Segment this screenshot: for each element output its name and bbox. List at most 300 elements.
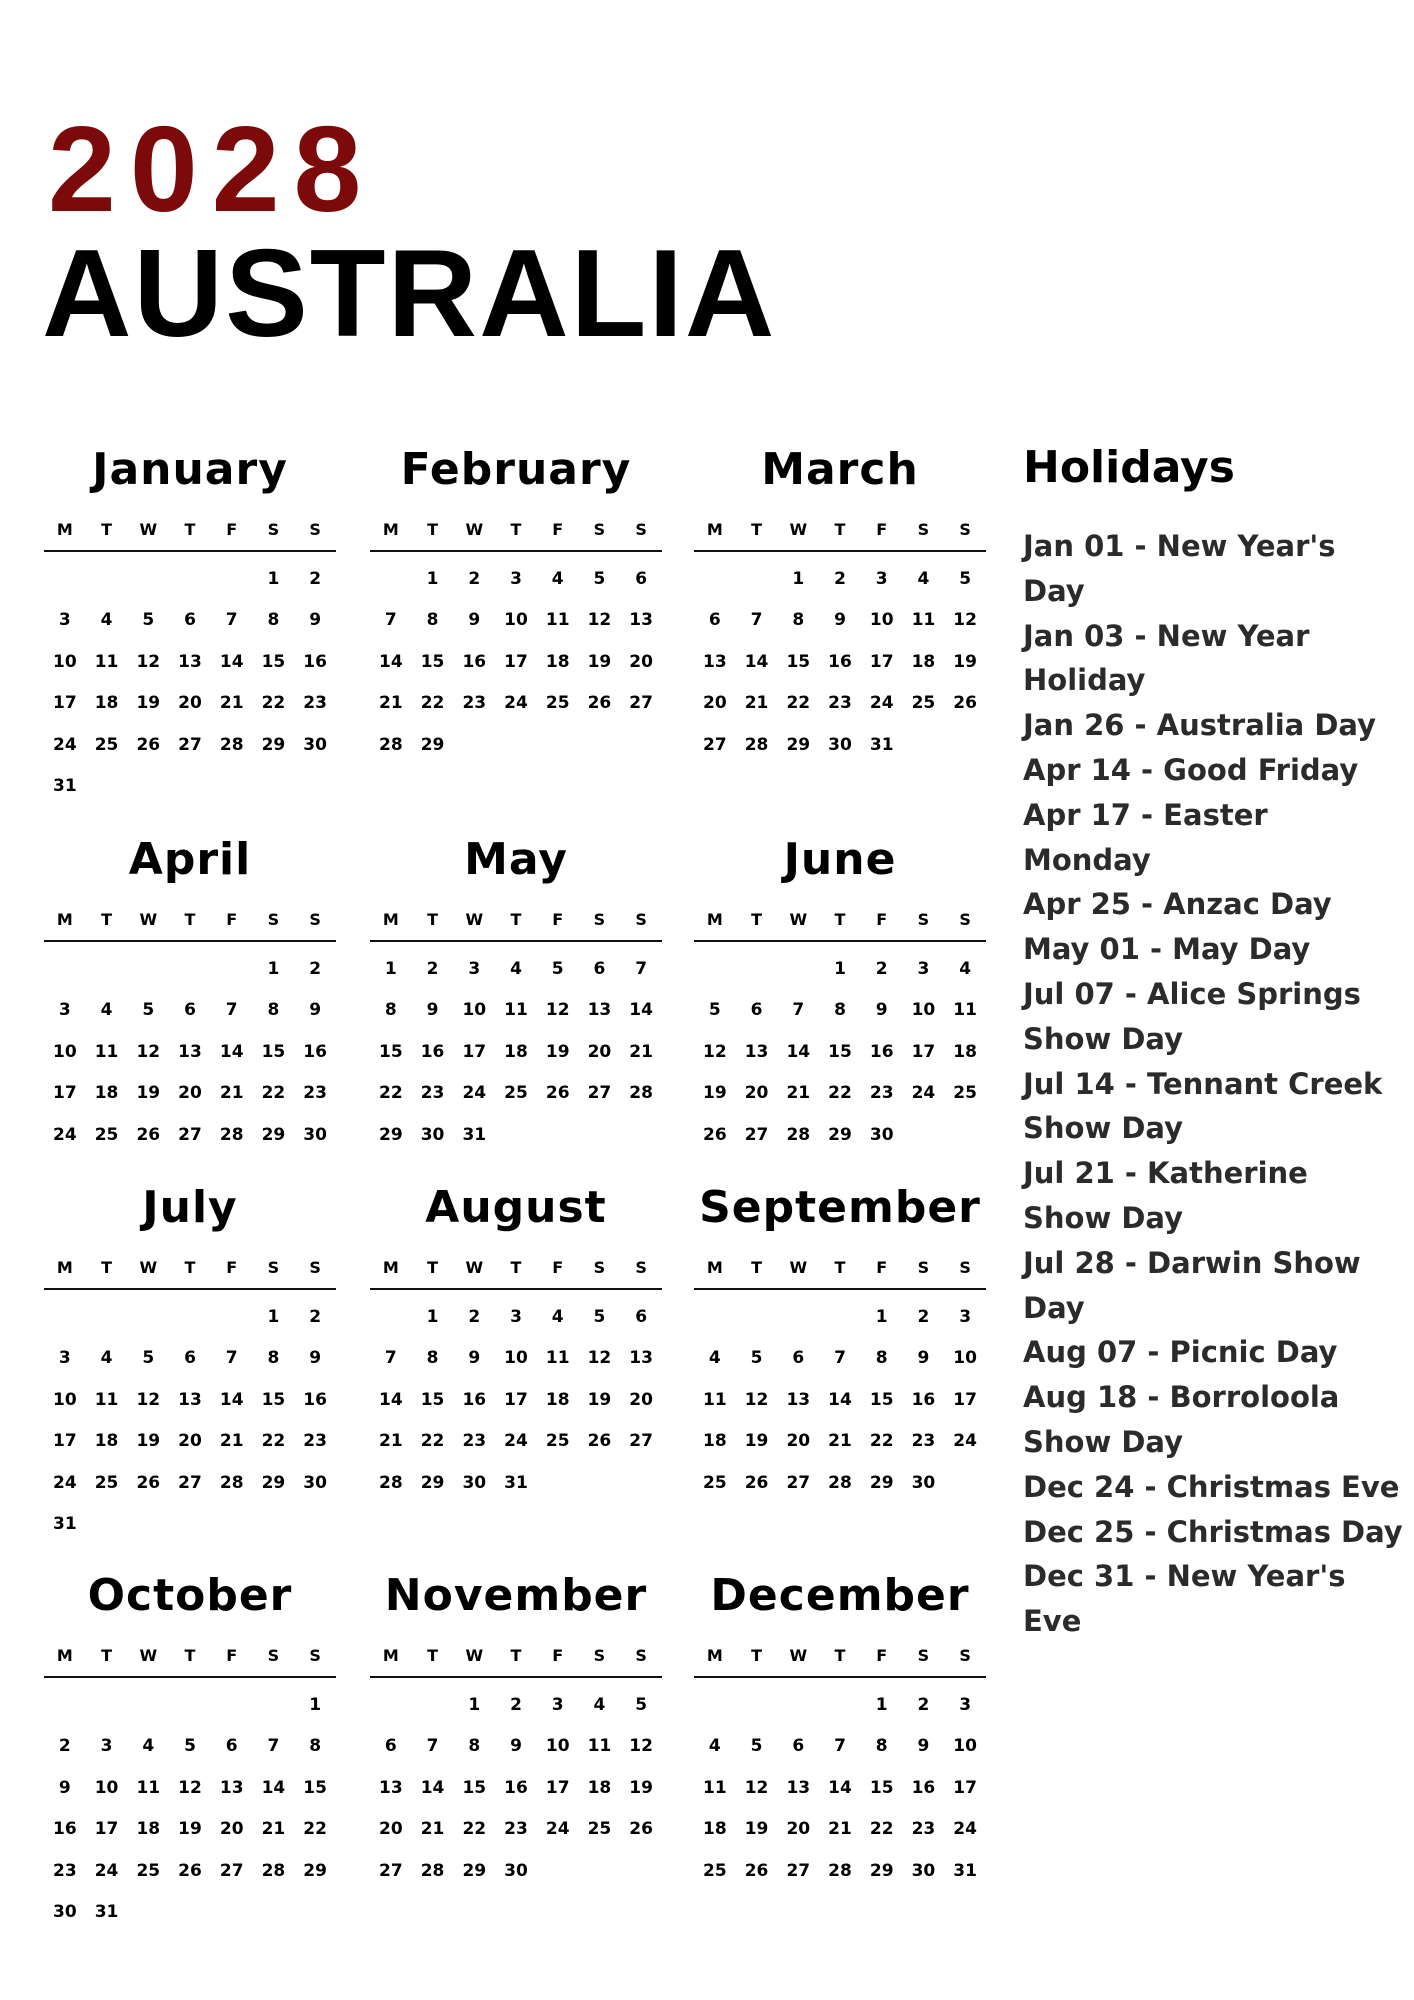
day-cell: 12 bbox=[136, 1041, 161, 1062]
weekday-label: S bbox=[917, 1258, 930, 1277]
empty-cell bbox=[736, 1684, 778, 1726]
day-cell: 3 bbox=[510, 568, 522, 589]
day-cell: 4 bbox=[510, 958, 522, 979]
day-cell: 5 bbox=[635, 1694, 648, 1715]
day-cell: 10 bbox=[53, 651, 77, 672]
day-cell: 10 bbox=[53, 1389, 77, 1410]
weekday-header bbox=[694, 1646, 986, 1678]
day-cell: 1 bbox=[875, 1694, 888, 1715]
day-cell: 20 bbox=[786, 1431, 811, 1452]
day-cell: 3 bbox=[100, 1736, 113, 1757]
weekday-label: T bbox=[751, 910, 763, 929]
day-cell: 26 bbox=[136, 1124, 161, 1145]
day-cell: 6 bbox=[384, 1736, 397, 1757]
day-cell: 12 bbox=[587, 610, 612, 631]
day-cell: 31 bbox=[53, 776, 77, 797]
holiday-list bbox=[1023, 524, 1403, 1644]
weekday-label: W bbox=[139, 1258, 158, 1277]
day-cell: 19 bbox=[744, 1431, 769, 1452]
day-cell: 1 bbox=[426, 1306, 439, 1327]
day-cell: 1 bbox=[875, 1306, 888, 1327]
day-cell: 11 bbox=[545, 1348, 570, 1369]
day-cell: 27 bbox=[629, 693, 653, 714]
day-cell: 10 bbox=[911, 1000, 936, 1021]
day-cell: 19 bbox=[136, 1431, 161, 1452]
day-cell: 26 bbox=[136, 734, 161, 755]
month-november bbox=[370, 1570, 662, 1892]
day-cell: 6 bbox=[708, 610, 721, 631]
day-cell: 28 bbox=[379, 1472, 403, 1493]
weekday-header bbox=[370, 520, 662, 552]
day-cell: 3 bbox=[468, 958, 481, 979]
day-cell: 9 bbox=[468, 1348, 481, 1369]
weekday-label: T bbox=[101, 1646, 113, 1665]
day-cell: 21 bbox=[261, 1819, 286, 1840]
weekday-label: W bbox=[465, 1646, 484, 1665]
weekday-label: T bbox=[834, 1258, 846, 1277]
day-cell: 15 bbox=[869, 1777, 894, 1798]
day-cell: 19 bbox=[545, 1041, 570, 1062]
day-cell: 12 bbox=[587, 1348, 612, 1369]
empty-cell bbox=[44, 558, 86, 600]
day-cell: 20 bbox=[219, 1819, 244, 1840]
day-cell: 8 bbox=[426, 1348, 439, 1369]
day-cell: 4 bbox=[100, 1348, 113, 1369]
day-cell: 19 bbox=[178, 1819, 202, 1840]
day-cell: 15 bbox=[420, 1389, 445, 1410]
day-cell: 5 bbox=[142, 1000, 155, 1021]
weekday-label: T bbox=[184, 1258, 196, 1277]
day-cell: 19 bbox=[629, 1777, 653, 1798]
day-cell: 22 bbox=[420, 693, 445, 714]
empty-cell bbox=[44, 948, 86, 990]
day-cell: 6 bbox=[635, 1306, 648, 1327]
day-grid bbox=[370, 558, 662, 766]
weekday-label: T bbox=[427, 1258, 439, 1277]
day-cell: 18 bbox=[545, 1389, 570, 1410]
day-cell: 28 bbox=[379, 734, 403, 755]
day-cell: 27 bbox=[587, 1083, 612, 1104]
day-cell: 18 bbox=[94, 693, 119, 714]
day-cell: 8 bbox=[468, 1736, 481, 1757]
day-cell: 26 bbox=[545, 1083, 570, 1104]
weekday-label: M bbox=[706, 1646, 723, 1665]
weekday-label: W bbox=[465, 1258, 484, 1277]
month-title: December bbox=[710, 1570, 970, 1621]
day-cell: 28 bbox=[219, 1472, 244, 1493]
day-cell: 15 bbox=[261, 651, 286, 672]
weekday-label: S bbox=[267, 1646, 280, 1665]
day-cell: 16 bbox=[303, 651, 327, 672]
weekday-label: S bbox=[309, 1646, 321, 1665]
day-cell: 19 bbox=[587, 1389, 612, 1410]
day-cell: 9 bbox=[875, 1000, 888, 1021]
day-cell: 26 bbox=[587, 693, 612, 714]
day-cell: 4 bbox=[551, 568, 564, 589]
day-cell: 7 bbox=[792, 1000, 805, 1021]
day-cell: 7 bbox=[750, 610, 763, 631]
day-cell: 2 bbox=[468, 568, 481, 589]
day-cell: 20 bbox=[178, 1083, 202, 1104]
day-cell: 9 bbox=[917, 1348, 930, 1369]
day-cell: 24 bbox=[953, 1819, 977, 1840]
day-cell: 24 bbox=[94, 1860, 119, 1881]
weekday-label: T bbox=[751, 520, 763, 539]
day-cell: 23 bbox=[53, 1860, 77, 1881]
weekday-label: T bbox=[184, 1646, 196, 1665]
weekday-label: W bbox=[789, 520, 808, 539]
day-cell: 10 bbox=[504, 610, 528, 631]
day-cell: 6 bbox=[750, 1000, 763, 1021]
day-cell: 13 bbox=[587, 1000, 612, 1021]
day-cell: 27 bbox=[786, 1860, 811, 1881]
weekday-label: T bbox=[101, 910, 113, 929]
weekday-label: F bbox=[876, 520, 888, 539]
day-cell: 9 bbox=[510, 1736, 522, 1757]
day-cell: 29 bbox=[828, 1124, 852, 1145]
day-cell: 23 bbox=[462, 693, 487, 714]
day-cell: 13 bbox=[744, 1041, 769, 1062]
empty-cell bbox=[169, 1684, 211, 1726]
day-cell: 23 bbox=[828, 693, 852, 714]
day-cell: 15 bbox=[786, 651, 811, 672]
weekday-header bbox=[694, 520, 986, 552]
day-cell: 23 bbox=[420, 1083, 445, 1104]
day-cell: 30 bbox=[462, 1472, 487, 1493]
day-cell: 21 bbox=[379, 693, 403, 714]
day-cell: 6 bbox=[184, 1348, 196, 1369]
day-cell: 31 bbox=[869, 734, 894, 755]
day-cell: 23 bbox=[911, 1431, 936, 1452]
day-cell: 22 bbox=[261, 693, 286, 714]
weekday-label: F bbox=[552, 1646, 564, 1665]
day-cell: 8 bbox=[792, 610, 805, 631]
day-cell: 22 bbox=[462, 1819, 487, 1840]
weekday-label: S bbox=[959, 910, 971, 929]
day-cell: 7 bbox=[225, 610, 238, 631]
month-october bbox=[44, 1570, 336, 1933]
day-cell: 10 bbox=[953, 1348, 977, 1369]
weekday-header bbox=[370, 1258, 662, 1290]
day-cell: 5 bbox=[959, 568, 972, 589]
empty-cell bbox=[819, 1296, 861, 1338]
holiday-item: Dec 24 - Christmas Eve bbox=[1023, 1469, 1400, 1504]
day-cell: 12 bbox=[953, 610, 977, 631]
day-grid bbox=[370, 1684, 662, 1892]
day-cell: 18 bbox=[703, 1819, 727, 1840]
day-cell: 30 bbox=[504, 1860, 528, 1881]
month-title: July bbox=[142, 1182, 238, 1233]
weekday-label: F bbox=[552, 1258, 564, 1277]
day-cell: 11 bbox=[545, 610, 570, 631]
day-cell: 5 bbox=[750, 1736, 763, 1757]
day-cell: 18 bbox=[94, 1431, 119, 1452]
day-cell: 2 bbox=[309, 1306, 322, 1327]
day-cell: 22 bbox=[379, 1083, 403, 1104]
day-cell: 3 bbox=[58, 1348, 71, 1369]
weekday-label: F bbox=[876, 910, 888, 929]
day-cell: 2 bbox=[468, 1306, 481, 1327]
day-cell: 21 bbox=[786, 1083, 811, 1104]
day-cell: 18 bbox=[703, 1431, 727, 1452]
day-cell: 15 bbox=[420, 651, 445, 672]
day-cell: 23 bbox=[303, 1083, 327, 1104]
holidays-panel bbox=[1023, 442, 1403, 1644]
day-cell: 29 bbox=[261, 1124, 286, 1145]
day-cell: 11 bbox=[587, 1736, 612, 1757]
day-cell: 25 bbox=[504, 1083, 528, 1104]
weekday-label: S bbox=[917, 1646, 930, 1665]
day-cell: 17 bbox=[869, 651, 894, 672]
day-cell: 21 bbox=[219, 1431, 244, 1452]
weekday-label: S bbox=[959, 520, 971, 539]
day-cell: 13 bbox=[178, 1041, 202, 1062]
day-cell: 27 bbox=[744, 1124, 769, 1145]
weekday-label: T bbox=[510, 1646, 522, 1665]
empty-cell bbox=[169, 558, 211, 600]
day-cell: 4 bbox=[551, 1306, 564, 1327]
day-cell: 25 bbox=[94, 1472, 119, 1493]
day-cell: 3 bbox=[917, 958, 930, 979]
day-grid bbox=[694, 948, 986, 1156]
day-cell: 28 bbox=[219, 1124, 244, 1145]
weekday-label: W bbox=[789, 1646, 808, 1665]
day-cell: 30 bbox=[303, 734, 327, 755]
weekday-label: S bbox=[309, 1258, 321, 1277]
day-cell: 28 bbox=[261, 1860, 286, 1881]
day-cell: 26 bbox=[178, 1860, 202, 1881]
weekday-label: S bbox=[267, 910, 280, 929]
holidays-title: Holidays bbox=[1023, 442, 1235, 493]
day-cell: 12 bbox=[136, 651, 161, 672]
day-cell: 22 bbox=[261, 1431, 286, 1452]
weekday-label: T bbox=[834, 1646, 846, 1665]
empty-cell bbox=[694, 1684, 736, 1726]
day-cell: 10 bbox=[953, 1736, 977, 1757]
day-cell: 12 bbox=[545, 1000, 570, 1021]
day-cell: 23 bbox=[869, 1083, 894, 1104]
day-cell: 7 bbox=[267, 1736, 280, 1757]
weekday-label: S bbox=[593, 520, 606, 539]
day-cell: 21 bbox=[420, 1819, 445, 1840]
empty-cell bbox=[127, 1684, 169, 1726]
weekday-label: T bbox=[751, 1646, 763, 1665]
weekday-label: F bbox=[226, 910, 238, 929]
weekday-label: M bbox=[706, 910, 723, 929]
day-cell: 27 bbox=[178, 1124, 202, 1145]
day-cell: 20 bbox=[786, 1819, 811, 1840]
weekday-label: F bbox=[876, 1646, 888, 1665]
day-cell: 20 bbox=[178, 1431, 202, 1452]
empty-cell bbox=[211, 948, 253, 990]
day-cell: 28 bbox=[828, 1472, 852, 1493]
day-cell: 29 bbox=[303, 1860, 327, 1881]
holiday-item: Jan 03 - New Year Holiday bbox=[1023, 618, 1310, 698]
day-cell: 1 bbox=[792, 568, 805, 589]
day-cell: 11 bbox=[953, 1000, 977, 1021]
day-cell: 16 bbox=[53, 1819, 77, 1840]
day-cell: 28 bbox=[420, 1860, 445, 1881]
holiday-item: Jul 21 - Katherine Show Day bbox=[1023, 1156, 1308, 1235]
day-cell: 27 bbox=[178, 734, 202, 755]
day-cell: 14 bbox=[786, 1041, 811, 1062]
month-september bbox=[694, 1182, 986, 1504]
day-cell: 1 bbox=[267, 1306, 280, 1327]
day-cell: 1 bbox=[309, 1694, 322, 1715]
day-cell: 6 bbox=[225, 1736, 238, 1757]
day-cell: 7 bbox=[225, 1000, 238, 1021]
day-cell: 14 bbox=[828, 1389, 852, 1410]
day-cell: 2 bbox=[917, 1694, 930, 1715]
day-cell: 19 bbox=[744, 1819, 769, 1840]
weekday-label: T bbox=[101, 520, 113, 539]
day-cell: 17 bbox=[953, 1389, 977, 1410]
day-cell: 24 bbox=[504, 1431, 528, 1452]
day-cell: 14 bbox=[379, 1389, 403, 1410]
weekday-label: F bbox=[226, 1258, 238, 1277]
empty-cell bbox=[44, 1296, 86, 1338]
empty-cell bbox=[370, 558, 412, 600]
day-cell: 13 bbox=[379, 1777, 403, 1798]
day-cell: 30 bbox=[303, 1124, 327, 1145]
weekday-header bbox=[694, 910, 986, 942]
month-may bbox=[370, 834, 662, 1156]
day-cell: 4 bbox=[100, 610, 113, 631]
day-cell: 3 bbox=[959, 1306, 972, 1327]
day-cell: 23 bbox=[462, 1431, 487, 1452]
day-grid bbox=[44, 1684, 336, 1933]
day-cell: 3 bbox=[58, 610, 71, 631]
day-cell: 9 bbox=[309, 610, 322, 631]
day-cell: 20 bbox=[703, 693, 727, 714]
month-february bbox=[370, 444, 662, 766]
day-cell: 13 bbox=[629, 1348, 653, 1369]
day-cell: 26 bbox=[953, 693, 977, 714]
day-cell: 13 bbox=[178, 651, 202, 672]
day-cell: 25 bbox=[545, 1431, 570, 1452]
day-cell: 21 bbox=[828, 1819, 852, 1840]
empty-cell bbox=[777, 1684, 819, 1726]
day-cell: 1 bbox=[468, 1694, 481, 1715]
day-cell: 12 bbox=[703, 1041, 727, 1062]
weekday-label: F bbox=[876, 1258, 888, 1277]
day-cell: 11 bbox=[136, 1777, 161, 1798]
day-cell: 23 bbox=[303, 1431, 327, 1452]
day-cell: 26 bbox=[744, 1860, 769, 1881]
day-cell: 8 bbox=[267, 610, 280, 631]
weekday-label: S bbox=[267, 520, 280, 539]
day-cell: 17 bbox=[53, 1083, 77, 1104]
weekday-label: W bbox=[789, 910, 808, 929]
empty-cell bbox=[127, 558, 169, 600]
day-cell: 25 bbox=[953, 1083, 977, 1104]
day-cell: 8 bbox=[875, 1348, 888, 1369]
day-cell: 17 bbox=[953, 1777, 977, 1798]
empty-cell bbox=[412, 1684, 454, 1726]
day-cell: 15 bbox=[379, 1041, 403, 1062]
day-cell: 1 bbox=[267, 958, 280, 979]
day-cell: 29 bbox=[786, 734, 811, 755]
empty-cell bbox=[169, 948, 211, 990]
day-cell: 16 bbox=[911, 1777, 936, 1798]
day-cell: 18 bbox=[545, 651, 570, 672]
day-cell: 9 bbox=[309, 1000, 322, 1021]
weekday-label: S bbox=[635, 520, 647, 539]
day-cell: 23 bbox=[303, 693, 327, 714]
day-cell: 4 bbox=[708, 1348, 721, 1369]
day-cell: 19 bbox=[587, 651, 612, 672]
weekday-label: F bbox=[552, 520, 564, 539]
day-cell: 2 bbox=[917, 1306, 930, 1327]
empty-cell bbox=[253, 1684, 295, 1726]
day-cell: 24 bbox=[953, 1431, 977, 1452]
weekday-label: T bbox=[427, 910, 439, 929]
holiday-item: Apr 14 - Good Friday bbox=[1023, 752, 1359, 787]
day-cell: 11 bbox=[703, 1777, 727, 1798]
weekday-label: W bbox=[465, 520, 484, 539]
month-august bbox=[370, 1182, 662, 1504]
weekday-label: S bbox=[593, 1258, 606, 1277]
day-cell: 8 bbox=[267, 1348, 280, 1369]
empty-cell bbox=[736, 948, 778, 990]
day-cell: 20 bbox=[587, 1041, 612, 1062]
day-cell: 31 bbox=[953, 1860, 977, 1881]
empty-cell bbox=[694, 558, 736, 600]
day-cell: 9 bbox=[834, 610, 846, 631]
day-cell: 16 bbox=[828, 651, 852, 672]
day-cell: 7 bbox=[635, 958, 648, 979]
empty-cell bbox=[44, 1684, 86, 1726]
day-cell: 2 bbox=[58, 1736, 71, 1757]
weekday-label: M bbox=[706, 520, 723, 539]
day-cell: 5 bbox=[142, 1348, 155, 1369]
weekday-label: S bbox=[917, 910, 930, 929]
weekday-label: M bbox=[382, 910, 399, 929]
month-title: January bbox=[92, 444, 288, 495]
weekday-label: S bbox=[309, 520, 321, 539]
weekday-label: S bbox=[267, 1258, 280, 1277]
empty-cell bbox=[694, 1296, 736, 1338]
day-cell: 31 bbox=[53, 1514, 77, 1535]
day-cell: 30 bbox=[53, 1902, 77, 1923]
day-cell: 29 bbox=[379, 1124, 403, 1145]
day-cell: 30 bbox=[911, 1472, 936, 1493]
day-cell: 4 bbox=[917, 568, 930, 589]
day-cell: 15 bbox=[261, 1041, 286, 1062]
day-cell: 25 bbox=[703, 1472, 727, 1493]
day-cell: 17 bbox=[53, 693, 77, 714]
day-cell: 8 bbox=[309, 1736, 322, 1757]
day-cell: 14 bbox=[219, 1041, 244, 1062]
month-title: March bbox=[761, 444, 919, 495]
day-cell: 17 bbox=[504, 1389, 528, 1410]
day-cell: 15 bbox=[462, 1777, 487, 1798]
empty-cell bbox=[370, 1296, 412, 1338]
empty-cell bbox=[370, 1684, 412, 1726]
day-cell: 20 bbox=[178, 693, 202, 714]
day-cell: 12 bbox=[178, 1777, 202, 1798]
day-cell: 11 bbox=[94, 651, 119, 672]
empty-cell bbox=[211, 1684, 253, 1726]
empty-cell bbox=[777, 948, 819, 990]
weekday-label: T bbox=[510, 1258, 522, 1277]
day-cell: 26 bbox=[703, 1124, 727, 1145]
empty-cell bbox=[777, 1296, 819, 1338]
weekday-label: S bbox=[309, 910, 321, 929]
day-cell: 13 bbox=[219, 1777, 244, 1798]
day-cell: 8 bbox=[267, 1000, 280, 1021]
weekday-label: M bbox=[56, 1646, 73, 1665]
